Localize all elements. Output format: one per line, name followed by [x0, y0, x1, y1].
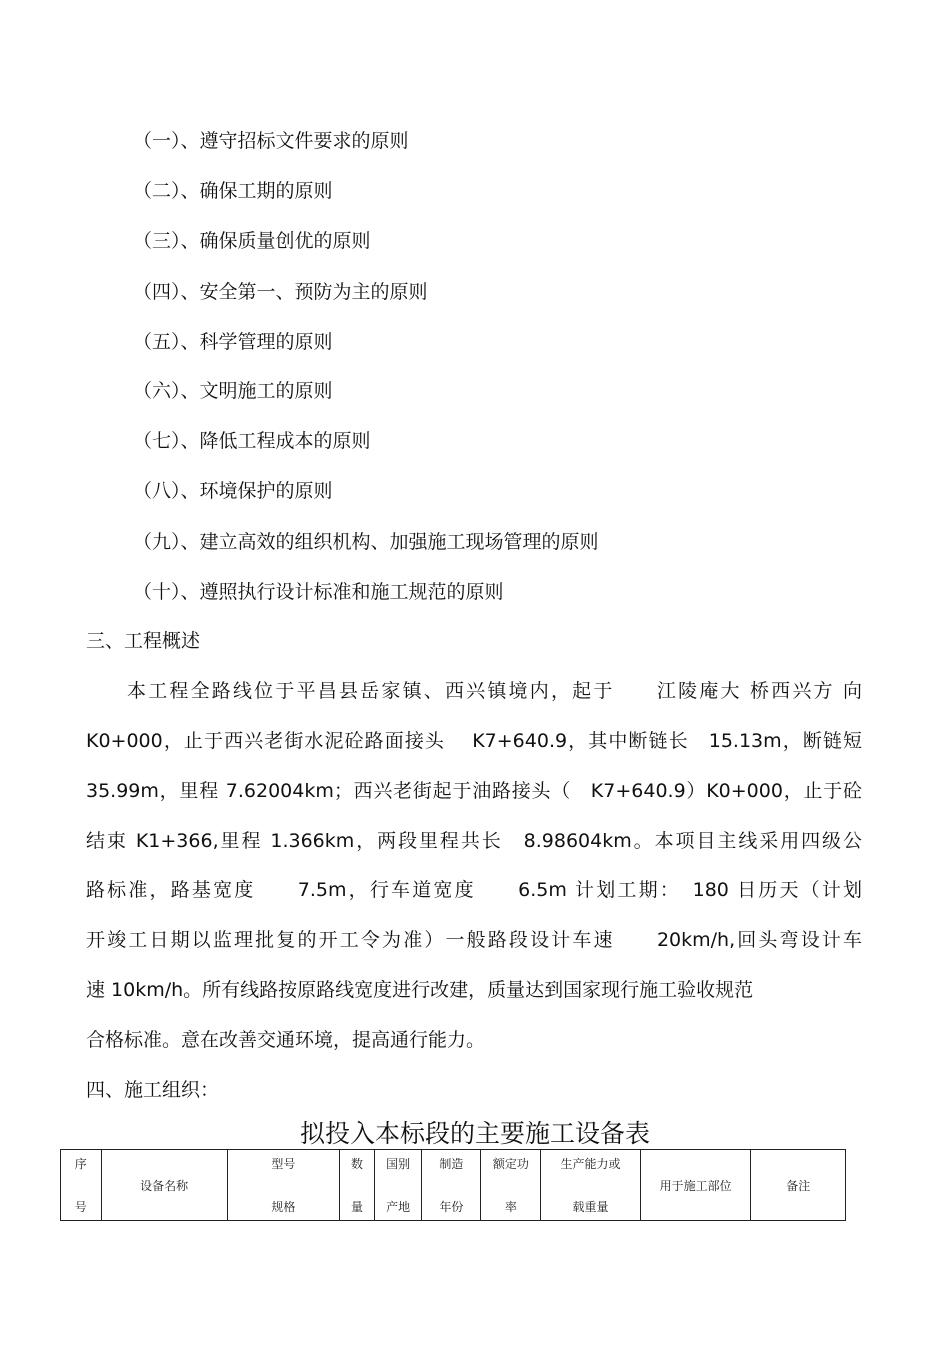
header-cell-text: 国别 — [386, 1157, 411, 1171]
header-cell-rated-power — [481, 1150, 541, 1221]
header-cell-text: 号 — [74, 1200, 87, 1214]
principle-item-9: （九）、建立高效的组织机构、加强施工现场管理的原则 — [133, 531, 599, 553]
principle-item-8: （八）、环境保护的原则 — [133, 480, 333, 502]
principle-item-5: （五）、科学管理的原则 — [133, 331, 333, 353]
header-cell-usage-location — [640, 1150, 751, 1221]
header-cell-model — [227, 1150, 340, 1221]
header-cell-quantity — [340, 1150, 375, 1221]
header-cell-text: 年份 — [439, 1200, 464, 1214]
paragraph-line: 路标准，路基宽度 7.5m，行车道宽度 6.5m 计划工期： 180 日历天（计划 — [86, 879, 862, 901]
principle-item-1: （一）、遵守招标文件要求的原则 — [133, 130, 409, 152]
paragraph-line: 35.99m，里程 7.62004km；西兴老街起于油路接头（ K7+640.9）K0+000，止于砼 — [86, 780, 862, 802]
header-cell-text: 用于施工部位 — [659, 1178, 732, 1193]
header-cell-text: 序 — [74, 1157, 87, 1171]
header-cell-text: 数 — [351, 1157, 364, 1171]
header-cell-serial — [61, 1150, 102, 1221]
equipment-table — [60, 1149, 846, 1221]
header-cell-remarks — [751, 1150, 846, 1221]
header-cell-text: 备注 — [786, 1178, 811, 1193]
header-cell-text: 额定功 — [492, 1157, 529, 1171]
table-header-row — [61, 1150, 846, 1221]
paragraph-line: K0+000，止于西兴老街水泥砼路面接头 K7+640.9，其中断链长 15.13m，断链短 — [86, 730, 862, 752]
principle-item-2: （二）、确保工期的原则 — [133, 180, 333, 202]
principle-item-6: （六）、文明施工的原则 — [133, 380, 333, 402]
header-cell-text: 设备名称 — [140, 1178, 189, 1193]
header-cell-equipment-name — [101, 1150, 227, 1221]
header-cell-text: 产地 — [386, 1200, 411, 1214]
header-cell-year — [422, 1150, 481, 1221]
equipment-table-title: 拟投入本标段的主要施工设备表 — [299, 1119, 650, 1148]
header-cell-text: 制造 — [439, 1157, 464, 1171]
paragraph-line: 速 10km/h。所有线路按原路线宽度进行改建，质量达到国家现行施工验收规范 — [86, 979, 754, 1001]
header-cell-text: 率 — [504, 1200, 517, 1214]
header-cell-text: 型号 — [271, 1157, 296, 1171]
paragraph-line: 合格标准。意在改善交通环境，提高通行能力。 — [86, 1029, 486, 1051]
header-cell-origin — [374, 1150, 422, 1221]
header-cell-capacity — [541, 1150, 641, 1221]
header-cell-text: 规格 — [271, 1200, 296, 1214]
principle-item-4: （四）、安全第一、预防为主的原则 — [133, 281, 428, 303]
principle-item-10: （十）、遵照执行设计标准和施工规范的原则 — [133, 581, 504, 603]
header-cell-text: 量 — [351, 1200, 364, 1214]
header-cell-text: 生产能力或 — [560, 1157, 621, 1171]
section-heading-overview: 三、工程概述 — [86, 630, 201, 652]
paragraph-line: 开竣工日期以监理批复的开工令为准）一般路段设计车速 20km/h,回头弯设计车 — [86, 929, 862, 951]
header-cell-text: 载重量 — [572, 1200, 609, 1214]
paragraph-line: 本工程全路线位于平昌县岳家镇、西兴镇境内，起于 江陵庵大 桥西兴方 向 — [127, 680, 862, 702]
principle-item-7: （七）、降低工程成本的原则 — [133, 430, 371, 452]
section-heading-organization: 四、施工组织： — [86, 1079, 220, 1101]
principle-item-3: （三）、确保质量创优的原则 — [133, 230, 371, 252]
paragraph-line: 结束 K1+366,里程 1.366km，两段里程共长 8.98604km。本项目主线采用四级公 — [86, 830, 862, 852]
